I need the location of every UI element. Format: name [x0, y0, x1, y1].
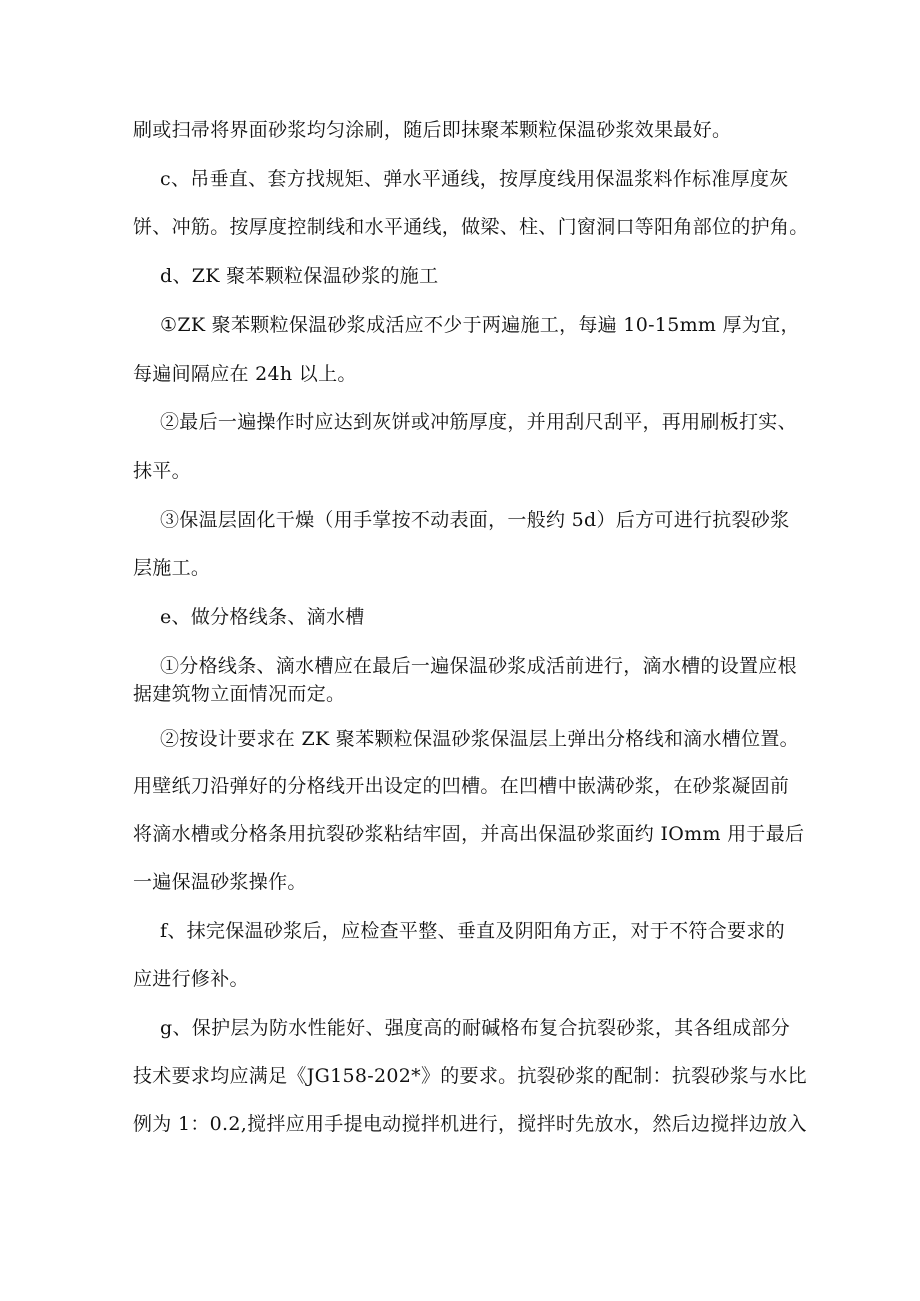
text-line: ①分格线条、滴水槽应在最后一遍保温砂浆成活前进行，滴水槽的设置应根	[160, 655, 797, 677]
text-line: 饼、冲筋。按厚度控制线和水平通线，做梁、柱、门窗洞口等阳角部位的护角。	[133, 216, 809, 238]
text-line: 刷或扫帚将界面砂浆均匀涂刷，随后即抹聚苯颗粒保温砂浆效果最好。	[133, 119, 732, 141]
text-line: 抹平。	[133, 460, 191, 482]
text-line: 一遍保温砂浆操作。	[133, 871, 307, 893]
text-line: 技术要求均应满足《JG158-202*》的要求。抗裂砂浆的配制：抗裂砂浆与水比	[133, 1065, 807, 1087]
text-line: 例为 1：0.2,搅拌应用手提电动搅拌机进行，搅拌时先放水，然后边搅拌边放入	[133, 1113, 807, 1135]
text-line: 层施工。	[133, 557, 211, 579]
text-line: ③保温层固化干燥（用手掌按不动表面，一般约 5d）后方可进行抗裂砂浆	[160, 509, 790, 531]
text-line: ②按设计要求在 ZK 聚苯颗粒保温砂浆保温层上弹出分格线和滴水槽位置。	[160, 728, 799, 750]
text-line: f、抹完保温砂浆后，应检查平整、垂直及阴阳角方正，对于不符合要求的	[160, 920, 785, 942]
text-line: 用壁纸刀沿弹好的分格线开出设定的凹槽。在凹槽中嵌满砂浆，在砂浆凝固前	[133, 775, 790, 797]
text-line: 将滴水槽或分格条用抗裂砂浆粘结牢固，并高出保温砂浆面约 IOmm 用于最后	[133, 823, 805, 845]
text-line: 应进行修补。	[133, 968, 249, 990]
text-line: 据建筑物立面情况而定。	[133, 683, 346, 705]
section-heading-d: d、ZK 聚苯颗粒保温砂浆的施工	[160, 265, 439, 287]
text-line: 每遍间隔应在 24h 以上。	[133, 363, 357, 385]
text-line: ②最后一遍操作时应达到灰饼或冲筋厚度，并用刮尺刮平，再用刷板打实、	[160, 411, 797, 433]
text-line: g、保护层为防水性能好、强度高的耐碱格布复合抗裂砂浆，其各组成部分	[160, 1017, 791, 1039]
text-line: ①ZK 聚苯颗粒保温砂浆成活应不少于两遍施工，每遍 10-15mm 厚为宜，	[160, 314, 800, 336]
section-heading-e: e、做分格线条、滴水槽	[160, 606, 365, 628]
text-line: c、吊垂直、套方找规矩、弹水平通线，按厚度线用保温浆料作标准厚度灰	[160, 168, 789, 190]
